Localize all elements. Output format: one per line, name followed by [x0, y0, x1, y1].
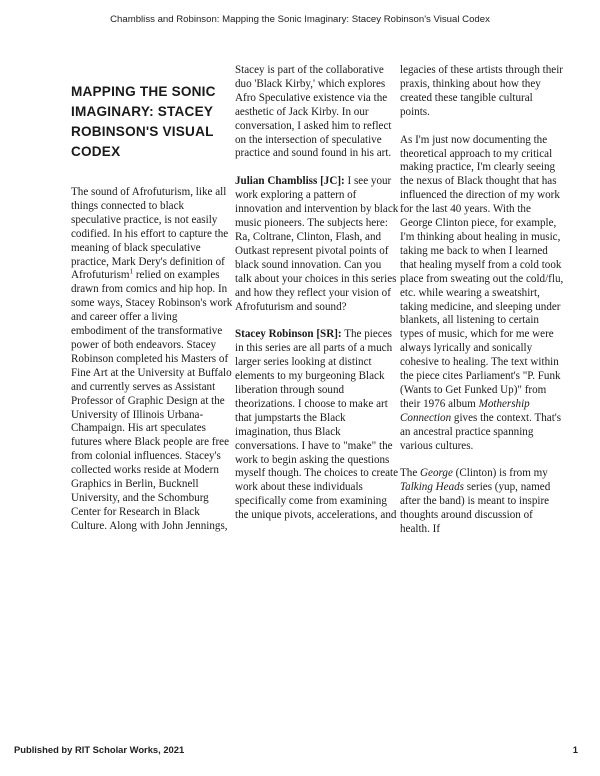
healing-text-b: gives the context. That's an ancestral practice spanning various cultures. [400, 411, 562, 452]
speaker-jc: Julian Chambliss [JC]: [235, 175, 345, 188]
question-paragraph [235, 175, 399, 314]
column-2 [235, 64, 399, 537]
healing-text-a: As I'm just now documenting the theoretical approach to my critical making practice, I'm clearly seeing the nexus of Black thought that has influenced the direction of my work for the last 40 years. With the George Clinton piece, for example, I'm thinking about healing in music, taking me back to when I learned that healing myself from a cold took place from sweating out the cold/flu, etc. while wearing a sweatshirt, taking medicine, and sleeping under blankets, all listening to certain types of music, which for me were always lyrically and sonically cohesive to healing. The text within the piece cites Parliament's "P. Funk (Wants to Get Funked Up)" from their 1976 album [400, 133, 564, 410]
question-text: I see your work exploring a pattern of innovation and intervention by black music pioneers. The subjects here: Ra, Coltrane, Clinton, Flash, and Outkast represent pivotal points of black sound innovation. Can you talk about your choices in this series and how they reflect your vision of Afrofuturism and sound? [235, 175, 399, 313]
george-paragraph [400, 467, 564, 537]
george-text-b: (Clinton) is from my [452, 467, 548, 480]
answer-paragraph [235, 328, 399, 523]
intro-text-b: relied on examples drawn from comics and hip hop. In some ways, Stacey Robinson's work and career offer a living embodiment of the transformative power of both endeavors. Stacey Robinson completed his Masters of Fine Art at the University at Buffalo and currently serves as Assistant Professor of Graphic Design at the University of Illinois Urbana-Champaign. His art speculates futures where Black people are free from colonial influences. Stacey's collected works reside at Modern Graphics in Berlin, Bucknell University, and the Schomburg Center for Research in Black Culture. Along with John Jennings, [71, 269, 233, 532]
article-title: MAPPING THE SONIC IMAGINARY: STACEY ROBINSON'S VISUAL CODEX [71, 84, 216, 159]
intro-paragraph [71, 186, 235, 534]
speaker-sr: Stacey Robinson [SR]: [235, 328, 342, 341]
footnote-marker[interactable]: 1 [129, 267, 134, 276]
answer-continuation: legacies of these artists through their praxis, thinking about how they created these tangible cultural points. [400, 64, 563, 118]
page-number: 1 [572, 744, 578, 755]
column-3 [400, 64, 564, 551]
artwork-title-george: George [420, 467, 453, 480]
answer-text: The pieces in this series are all parts of a much larger series looking at distinct elements to my burgeoning Black liberation through sound theorizations. I choose to make art that jumpstarts the Black imagination, thus Black conversations. I have to "make" the work to begin asking the questions myself though. The choices to create work about these individuals specifically come from examining the unique pivots, accelerations, and [235, 328, 399, 522]
intro-text-a: The sound of Afrofuturism, like all things connected to black speculative practice, is not easily codified. In his effort to capture the meaning of black speculative practice, Mark Dery's definition of Afrofuturism [71, 186, 229, 282]
intro-continuation: Stacey is part of the collaborative duo 'Black Kirby,' which explores Afro Speculative existence via the aesthetic of Jack Kirby. In our conversation, I asked him to reflect on the intersection of speculative practice and sound found in his art. [235, 64, 392, 160]
george-text-a: The [400, 467, 421, 480]
footer-publisher: Published by RIT Scholar Works, 2021 [14, 744, 185, 755]
george-text-c: series (yup, named after the band) is meant to inspire thoughts around discussion of health. If [400, 481, 551, 536]
album-title: Mothership Connection [400, 397, 530, 424]
series-title: Talking Heads [400, 481, 464, 494]
healing-paragraph [400, 134, 564, 454]
running-header: Chambliss and Robinson: Mapping the Sonic Imaginary: Stacey Robinson's Visual Codex [110, 14, 490, 25]
column-1 [71, 82, 235, 548]
